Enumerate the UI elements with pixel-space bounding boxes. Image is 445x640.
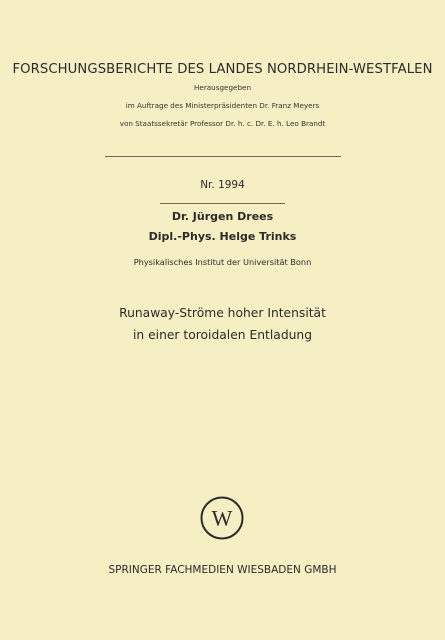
publisher-name: SPRINGER FACHMEDIEN WIESBADEN GMBH [108,564,337,576]
editor-heading: Herausgegeben [194,83,251,92]
editor-line-staatssekretaer: von Staatssekretär Professor Dr. h. c. Dr. E. h. Leo Brandt [119,119,326,128]
publisher-logo-icon [200,496,244,540]
report-number: Nr. 1994 [200,179,245,191]
title-line-1: Runaway-Ströme hoher Intensität [119,306,326,320]
author-1: Dr. Jürgen Drees [171,210,274,223]
publisher-logo-text: W [211,505,233,531]
divider-lower [160,203,285,204]
editor-line-ministerpraesident: im Auftrage des Ministerpräsidenten Dr. Franz Meyers [125,101,320,110]
institute: Physikalisches Institut der Universität Bonn [133,257,312,267]
divider-upper [105,156,341,157]
series-title: FORSCHUNGSBERICHTE DES LANDES NORDRHEIN-WESTFALEN [12,62,433,77]
title-line-2: in einer toroidalen Entladung [132,328,313,342]
author-2: Dipl.-Phys. Helge Trinks [148,230,297,243]
